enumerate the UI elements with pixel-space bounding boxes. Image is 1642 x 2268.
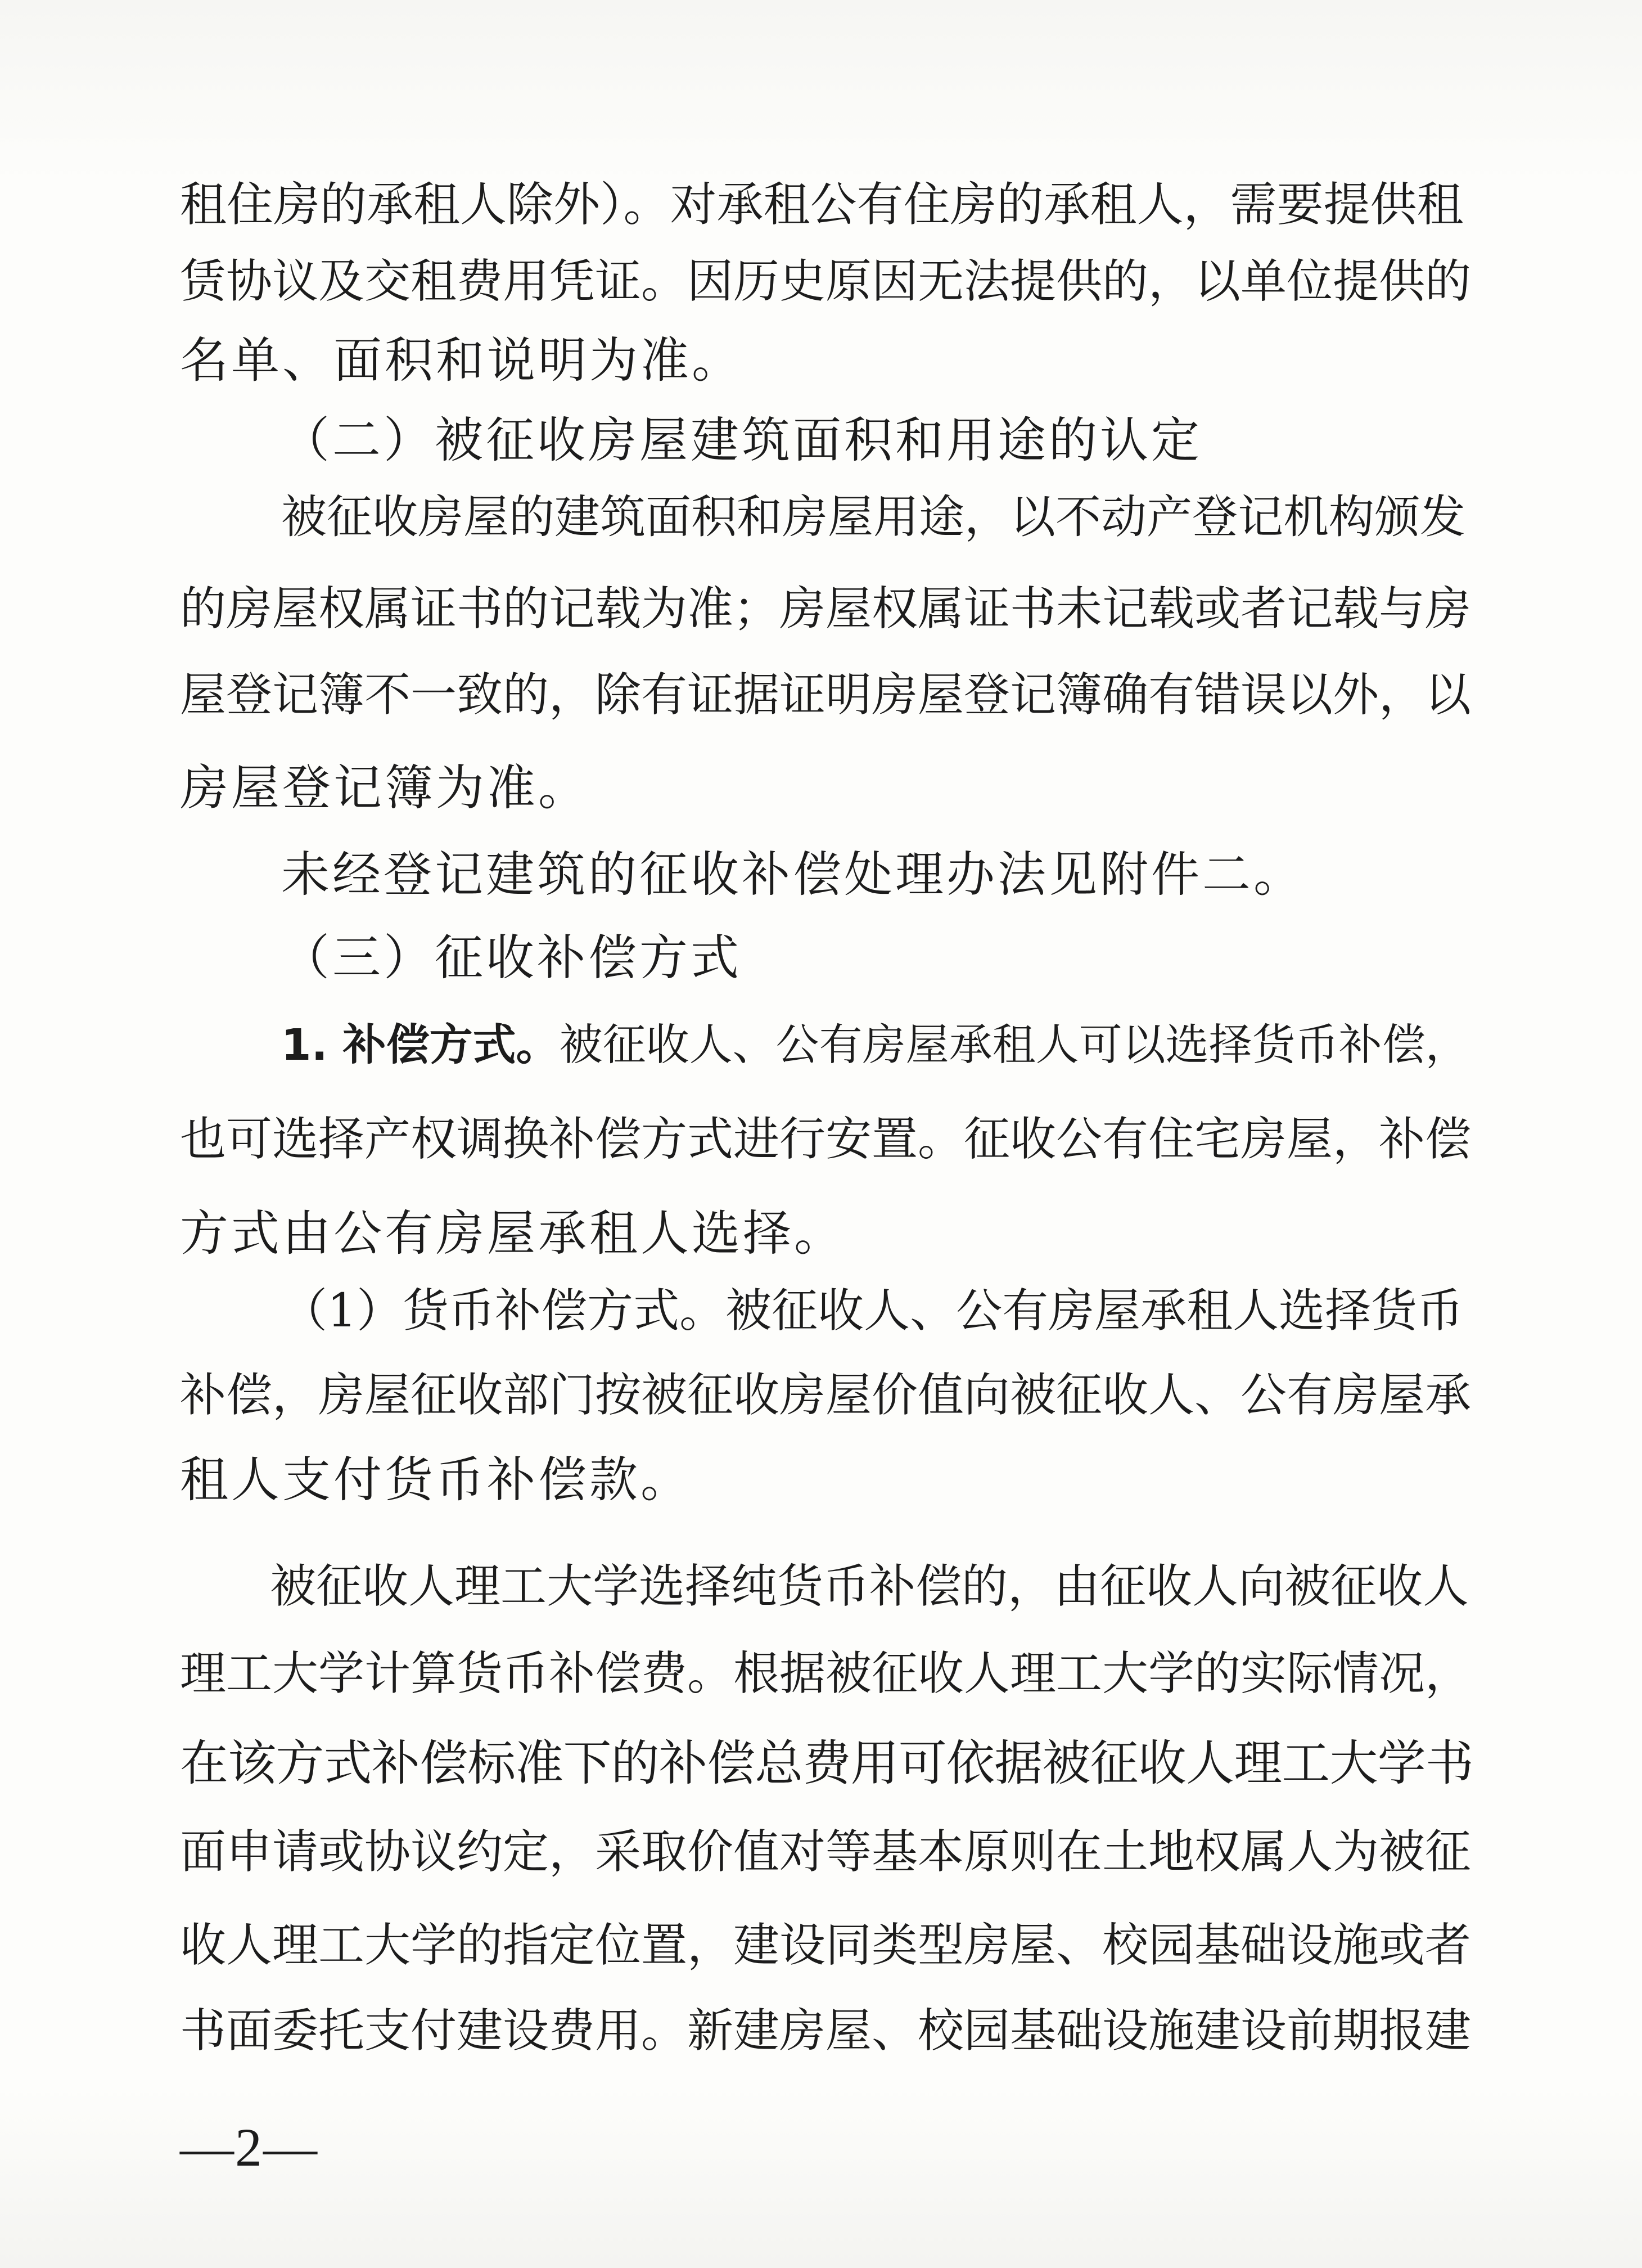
text-line: 未经登记建筑的征收补偿处理办法见附件二。 [281, 847, 1305, 903]
text-line: 也可选择产权调换补偿方式进行安置。征收公有住宅房屋，补偿 [180, 1113, 1472, 1166]
text-line: 名单、面积和说明为准。 [180, 332, 743, 389]
text-line: 书面委托支付建设费用。新建房屋、校园基础设施建设前期报建 [180, 2004, 1472, 2058]
text-line: 在该方式补偿标准下的补偿总费用可依据被征收人理工大学书 [180, 1735, 1473, 1792]
text-line: 面申请或协议约定，采取价值对等基本原则在土地权属人为被征 [180, 1825, 1472, 1879]
text-line: 赁协议及交租费用凭证。因历史原因无法提供的，以单位提供的 [180, 255, 1472, 308]
bold-lead-text: 1. 补偿方式。 [281, 1020, 560, 1070]
text-line: 租人支付货币补偿款。 [180, 1452, 692, 1508]
text-line: （1）货币补偿方式。被征收人、公有房屋承租人选择货币 [281, 1284, 1464, 1338]
text-line: 收人理工大学的指定位置，建设同类型房屋、校园基础设施或者 [180, 1919, 1472, 1972]
section-heading: （三）征收补偿方式 [281, 930, 742, 986]
text-line: 被征收人理工大学选择纯货币补偿的，由征收人向被征收人 [270, 1560, 1469, 1613]
text-line: 租住房的承租人除外）。对承租公有住房的承租人，需要提供租 [180, 177, 1464, 232]
text-line [281, 1020, 1469, 1070]
text-line: 房屋登记簿为准。 [180, 760, 589, 816]
text-line: 被征收房屋的建筑面积和房屋用途，以不动产登记机构颁发 [281, 491, 1466, 544]
text-line: 屋登记簿不一致的，除有证据证明房屋登记簿确有错误以外，以 [180, 668, 1472, 722]
text-line: 补偿，房屋征收部门按被征收房屋价值向被征收人、公有房屋承 [180, 1369, 1472, 1422]
text-line: 的房屋权属证书的记载为准；房屋权属证书未记载或者记载与房 [180, 582, 1472, 636]
text-run: 被征收人、公有房屋承租人可以选择货币补偿， [559, 1020, 1469, 1070]
page-number: —2— [180, 2117, 318, 2177]
text-line: 理工大学计算货币补偿费。根据被征收人理工大学的实际情况， [180, 1647, 1472, 1700]
text-line: 方式由公有房屋承租人选择。 [180, 1205, 845, 1262]
section-heading: （二）被征收房屋建筑面积和用途的认定 [281, 412, 1202, 469]
